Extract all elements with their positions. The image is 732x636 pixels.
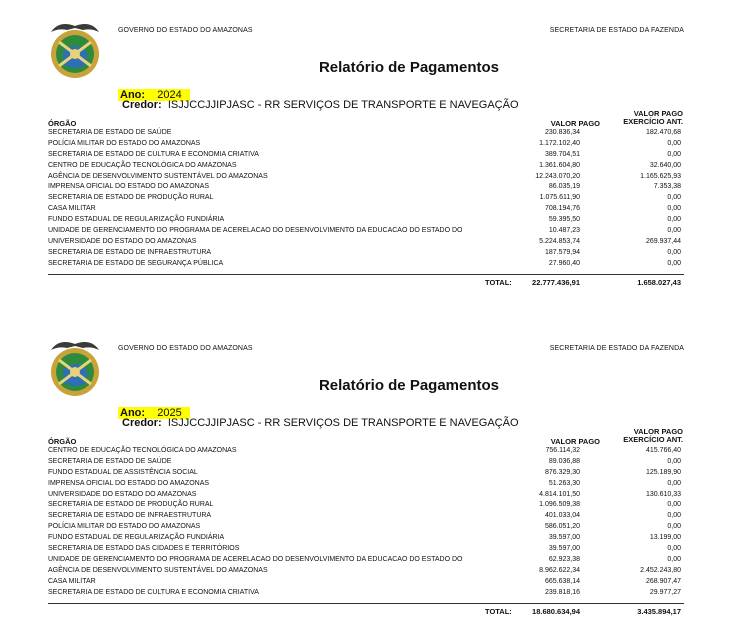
organ-name: FUNDO ESTADUAL DE REGULARIZAÇÃO FUNDIÁRIA xyxy=(48,534,225,542)
organ-name: POLÍCIA MILITAR DO ESTADO DO AMAZONAS xyxy=(48,139,201,147)
paid-value: 187.579,94 xyxy=(544,248,580,256)
previous-year-value: 7.353,38 xyxy=(653,183,681,191)
paid-value: 230.836,34 xyxy=(544,129,580,136)
paid-value: 756.114,32 xyxy=(545,447,580,454)
previous-year-value: 125.189,90 xyxy=(645,468,681,476)
total-label: TOTAL: xyxy=(485,277,512,287)
creditor-line: Credor: ISJJCCJJIPJASC - RR SERVIÇOS DE TRANSPORTE E NAVEGAÇÃO xyxy=(122,417,519,429)
table-row xyxy=(48,446,684,457)
year-line: Ano: 2025 xyxy=(118,407,190,419)
table-row xyxy=(48,248,684,259)
organ-name: SECRETARIA DE ESTADO DE SAÚDE xyxy=(48,129,172,136)
organ-name: AGÊNCIA DE DESENVOLVIMENTO SUSTENTÁVEL DO AMAZONAS xyxy=(48,566,268,574)
previous-year-value: 130.610,33 xyxy=(645,490,681,498)
paid-value: 4.814.101,50 xyxy=(539,490,580,498)
government-name: GOVERNO DO ESTADO DO AMAZONAS xyxy=(118,345,253,352)
previous-year-value: 0,00 xyxy=(667,501,681,509)
paid-value: 51.263,30 xyxy=(548,479,580,487)
paid-value: 1.096.509,38 xyxy=(539,501,580,509)
paid-value: 59.395,50 xyxy=(548,216,580,224)
table-row xyxy=(48,490,684,501)
previous-year-value: 0,00 xyxy=(667,523,681,531)
table-row xyxy=(48,139,684,150)
previous-year-value: 0,00 xyxy=(667,512,681,520)
paid-value: 27.960,40 xyxy=(548,259,580,267)
year-value: 2024 xyxy=(157,89,182,101)
paid-value: 1.075.611,90 xyxy=(539,194,580,202)
column-header-organ: ÓRGÃO xyxy=(48,437,77,446)
table-row xyxy=(48,500,684,511)
secretariat-name: SECRETARIA DE ESTADO DA FAZENDA xyxy=(549,27,684,34)
paid-value: 10.487,23 xyxy=(548,227,580,235)
organ-name: SECRETARIA DE ESTADO DE SEGURANÇA PÚBLICA xyxy=(48,259,224,267)
organ-name: FUNDO ESTADUAL DE REGULARIZAÇÃO FUNDIÁRIA xyxy=(48,216,225,224)
previous-year-value: 0,00 xyxy=(667,150,681,158)
paid-value: 8.962.622,34 xyxy=(539,566,580,574)
previous-year-value: 0,00 xyxy=(667,248,681,256)
paid-value: 89.036,88 xyxy=(548,457,580,465)
payments-table xyxy=(48,128,684,270)
organ-name: UNIDADE DE GERENCIAMENTO DO PROGRAMA DE ACERELACAO DO DESENVOLVIMENTO DA EDUCACAO DO ESTADO DO xyxy=(48,555,463,563)
table-row xyxy=(48,161,684,172)
organ-name: IMPRENSA OFICIAL DO ESTADO DO AMAZONAS xyxy=(48,183,210,191)
paid-value: 86.035,19 xyxy=(548,183,580,191)
organ-name: SECRETARIA DE ESTADO DE CULTURA E ECONOMIA CRIATIVA xyxy=(48,150,259,158)
column-header-previous-year: VALOR PAGO EXERCÍCIO ANT. xyxy=(623,109,683,126)
paid-value: 708.194,76 xyxy=(544,205,580,213)
table-row xyxy=(48,588,684,599)
table-row xyxy=(48,533,684,544)
table-row xyxy=(48,522,684,533)
paid-value: 1.361.604,80 xyxy=(539,161,580,169)
paid-value: 239.818,16 xyxy=(544,588,580,596)
previous-year-value: 269.937,44 xyxy=(645,237,681,245)
organ-name: UNIDADE DE GERENCIAMENTO DO PROGRAMA DE ACERELACAO DO DESENVOLVIMENTO DA EDUCACAO DO ESTADO DO xyxy=(48,227,463,235)
total-label: TOTAL: xyxy=(485,606,512,616)
organ-name: AGÊNCIA DE DESENVOLVIMENTO SUSTENTÁVEL DO AMAZONAS xyxy=(48,172,268,180)
table-row xyxy=(48,172,684,183)
organ-name: CASA MILITAR xyxy=(48,577,96,585)
previous-year-value: 0,00 xyxy=(667,479,681,487)
previous-year-value: 0,00 xyxy=(667,139,681,147)
previous-year-value: 0,00 xyxy=(667,194,681,202)
paid-value: 389.704,51 xyxy=(544,150,580,158)
previous-year-value: 0,00 xyxy=(667,259,681,267)
previous-year-value: 415.766,40 xyxy=(645,447,681,454)
table-row xyxy=(48,259,684,270)
paid-value: 876.329,30 xyxy=(544,468,580,476)
paid-value: 401.033,04 xyxy=(544,512,580,520)
previous-year-value: 0,00 xyxy=(667,227,681,235)
organ-name: IMPRENSA OFICIAL DO ESTADO DO AMAZONAS xyxy=(48,479,210,487)
organ-name: SECRETARIA DE ESTADO DE INFRAESTRUTURA xyxy=(48,512,212,520)
previous-year-value: 268.907,47 xyxy=(645,577,681,585)
table-row xyxy=(48,226,684,237)
paid-value: 1.172.102,40 xyxy=(539,139,580,147)
government-name: GOVERNO DO ESTADO DO AMAZONAS xyxy=(118,27,253,34)
organ-name: FUNDO ESTADUAL DE ASSISTÊNCIA SOCIAL xyxy=(48,468,198,476)
payments-table xyxy=(48,446,684,598)
table-row xyxy=(48,511,684,522)
previous-year-value: 0,00 xyxy=(667,545,681,553)
previous-year-value: 0,00 xyxy=(667,555,681,563)
year-line: Ano: 2024 xyxy=(118,89,190,101)
organ-name: CENTRO DE EDUCAÇÃO TECNOLÓGICA DO AMAZONAS xyxy=(48,161,237,169)
previous-year-value: 32.640,00 xyxy=(649,161,681,169)
creditor-name: ISJJCCJJIPJASC - RR SERVIÇOS DE TRANSPORTE E NAVEGAÇÃO xyxy=(167,99,519,111)
organ-name: SECRETARIA DE ESTADO DE SAÚDE xyxy=(48,457,172,465)
year-value: 2025 xyxy=(157,407,182,419)
secretariat-name: SECRETARIA DE ESTADO DA FAZENDA xyxy=(549,345,684,352)
creditor-line: Credor: ISJJCCJJIPJASC - RR SERVIÇOS DE TRANSPORTE E NAVEGAÇÃO xyxy=(122,99,519,111)
previous-year-value: 29.977,27 xyxy=(649,588,681,596)
table-row xyxy=(48,457,684,468)
paid-value: 586.051,20 xyxy=(544,523,580,531)
organ-name: POLÍCIA MILITAR DO ESTADO DO AMAZONAS xyxy=(48,523,201,531)
column-header-previous-year: VALOR PAGO EXERCÍCIO ANT. xyxy=(623,427,683,444)
paid-value: 39.597,00 xyxy=(548,545,580,553)
total-previous-year: 3.435.894,17 xyxy=(637,606,681,616)
table-row xyxy=(48,566,684,577)
paid-value: 12.243.070,20 xyxy=(535,172,580,180)
organ-name: CENTRO DE EDUCAÇÃO TECNOLÓGICA DO AMAZONAS xyxy=(48,447,237,454)
table-row xyxy=(48,237,684,248)
previous-year-value: 13.199,00 xyxy=(649,534,681,542)
report-title: Relatório de Pagamentos xyxy=(318,59,500,76)
organ-name: SECRETARIA DE ESTADO DAS CIDADES E TERRITÓRIOS xyxy=(48,545,240,553)
total-divider xyxy=(48,603,684,604)
table-row xyxy=(48,555,684,566)
organ-name: SECRETARIA DE ESTADO DE CULTURA E ECONOMIA CRIATIVA xyxy=(48,588,259,596)
total-paid: 18.680.634,94 xyxy=(532,606,580,616)
table-row xyxy=(48,150,684,161)
previous-year-value: 0,00 xyxy=(667,205,681,213)
total-divider xyxy=(48,274,684,275)
paid-value: 39.597,00 xyxy=(548,534,580,542)
total-paid: 22.777.436,91 xyxy=(532,277,580,287)
table-row xyxy=(48,128,684,139)
previous-year-value: 182.470,68 xyxy=(645,129,681,136)
table-row xyxy=(48,193,684,204)
table-row xyxy=(48,182,684,193)
organ-name: SECRETARIA DE ESTADO DE INFRAESTRUTURA xyxy=(48,248,212,256)
column-header-organ: ÓRGÃO xyxy=(48,119,77,128)
table-row xyxy=(48,215,684,226)
previous-year-value: 0,00 xyxy=(667,457,681,465)
organ-name: UNIVERSIDADE DO ESTADO DO AMAZONAS xyxy=(48,237,197,245)
previous-year-value: 0,00 xyxy=(667,216,681,224)
organ-name: SECRETARIA DE ESTADO DE PRODUÇÃO RURAL xyxy=(48,501,214,509)
organ-name: SECRETARIA DE ESTADO DE PRODUÇÃO RURAL xyxy=(48,194,214,202)
organ-name: UNIVERSIDADE DO ESTADO DO AMAZONAS xyxy=(48,490,197,498)
table-row xyxy=(48,204,684,215)
total-previous-year: 1.658.027,43 xyxy=(637,277,681,287)
table-row xyxy=(48,468,684,479)
column-header-paid: VALOR PAGO xyxy=(550,119,600,128)
previous-year-value: 2.452.243,80 xyxy=(640,566,681,574)
column-header-paid: VALOR PAGO xyxy=(550,437,600,446)
report-title: Relatório de Pagamentos xyxy=(318,377,500,394)
creditor-name: ISJJCCJJIPJASC - RR SERVIÇOS DE TRANSPORTE E NAVEGAÇÃO xyxy=(167,417,519,429)
table-row xyxy=(48,577,684,588)
paid-value: 62.923,38 xyxy=(548,555,580,563)
paid-value: 665.638,14 xyxy=(544,577,580,585)
table-row xyxy=(48,544,684,555)
paid-value: 5.224.853,74 xyxy=(539,237,580,245)
table-row xyxy=(48,479,684,490)
previous-year-value: 1.165.625,93 xyxy=(640,172,681,180)
organ-name: CASA MILITAR xyxy=(48,205,96,213)
